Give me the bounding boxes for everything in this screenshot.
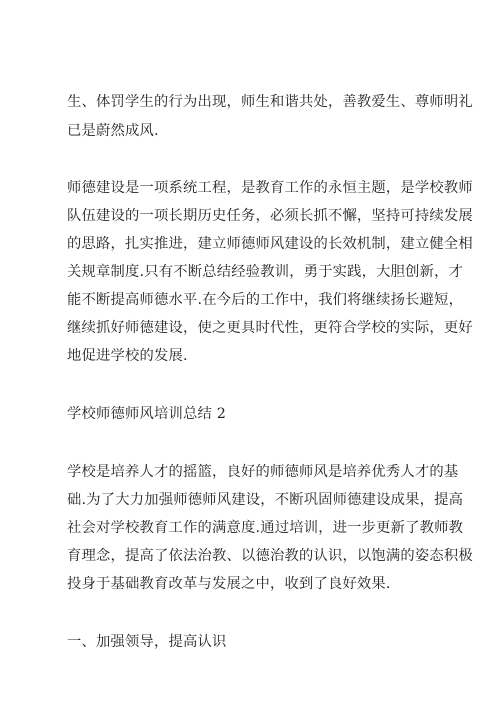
paragraph-3-line-2: 础.为了大力加强师德师风建设，不断巩固师德建设成果，提高 <box>67 492 464 508</box>
paragraph-1-line-1: 生、体罚学生的行为出现，师生和谐共处，善教爱生、尊师明礼 <box>67 94 473 110</box>
paragraph-2-line-7: 地促进学校的发展. <box>67 348 188 364</box>
paragraph-3-line-3: 社会对学校教育工作的满意度.通过培训，进一步更新了教师教 <box>67 520 464 536</box>
paragraph-3-line-4: 育理念，提高了依法治教、以德治教的认识，以饱满的姿态积极 <box>67 548 473 564</box>
paragraph-2-line-4: 关规章制度.只有不断总结经验教训，勇于实践，大胆创新，才 <box>67 264 464 280</box>
paragraph-3-line-1: 学校是培养人才的摇篮，良好的师德师风是培养优秀人才的基 <box>67 464 459 480</box>
paragraph-1-line-2: 已是蔚然成风. <box>67 123 159 139</box>
subheading: 一、加强领导，提高认识 <box>67 634 227 650</box>
section-heading: 学校师德师风培训总结 2 <box>67 406 227 422</box>
paragraph-2-line-5: 能不断提高师德水平.在今后的工作中，我们将继续扬长避短， <box>67 292 464 308</box>
paragraph-2-line-6: 继续抓好师德建设，使之更具时代性，更符合学校的实际，更好 <box>67 320 473 336</box>
paragraph-3-line-5: 投身于基础教育改革与发展之中，收到了良好效果. <box>67 576 391 592</box>
paragraph-2-line-2: 队伍建设的一项长期历史任务，必须长抓不懈，坚持可持续发展 <box>67 208 473 224</box>
paragraph-2-line-3: 的思路，扎实推进，建立师德师风建设的长效机制，建立健全相 <box>67 236 473 252</box>
paragraph-2-line-1: 师德建设是一项系统工程，是教育工作的永恒主题，是学校教师 <box>67 180 473 196</box>
